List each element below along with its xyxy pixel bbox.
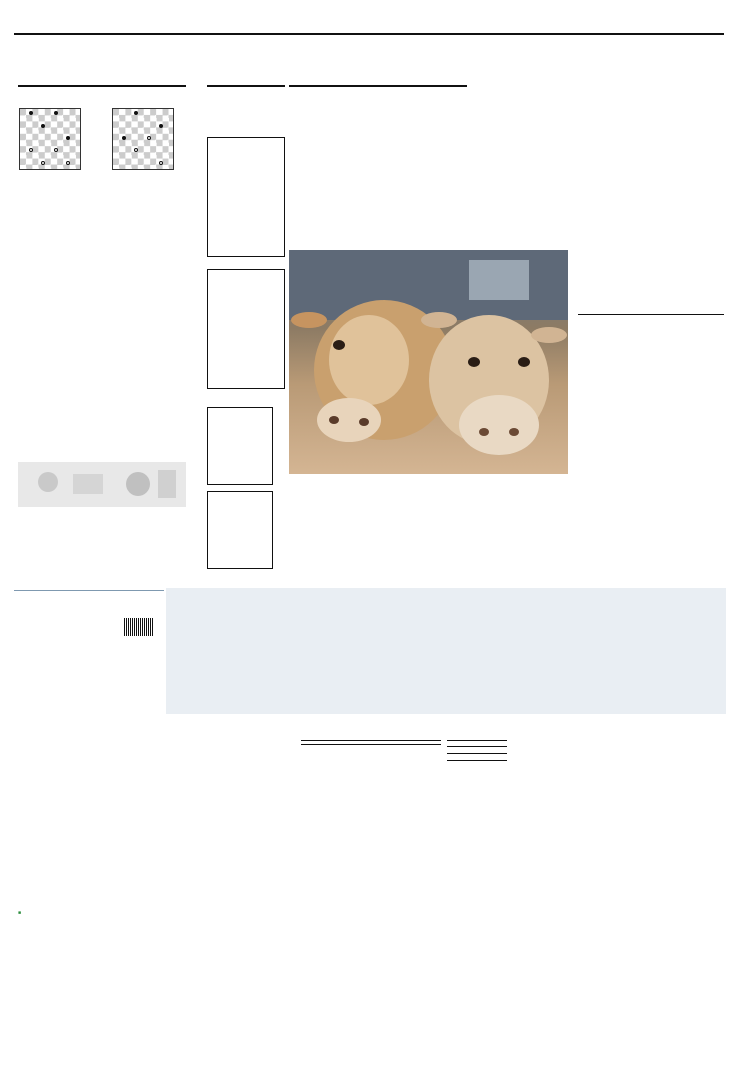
colophon-rule bbox=[14, 590, 164, 591]
market-movers bbox=[447, 740, 507, 762]
sudoku-title bbox=[207, 85, 285, 89]
spreuk-rule bbox=[578, 314, 724, 315]
dammen-title bbox=[18, 85, 186, 89]
dam-board-910 bbox=[112, 108, 174, 170]
sudoku-intro bbox=[207, 101, 285, 125]
dammen-text-col2 bbox=[104, 210, 186, 452]
crossword-column-numbers bbox=[480, 102, 722, 110]
colophon-info bbox=[18, 605, 118, 607]
aex-table bbox=[301, 740, 441, 746]
dam-board-909 bbox=[19, 108, 81, 170]
page-header bbox=[14, 21, 724, 35]
doorloper-title bbox=[289, 85, 467, 89]
dammen-text-col1 bbox=[19, 228, 101, 452]
barcode-icon bbox=[124, 618, 154, 636]
erdee-media-logo: ■ bbox=[18, 910, 22, 916]
sudoku-solution-2 bbox=[207, 491, 273, 569]
crossword-grid[interactable] bbox=[480, 112, 722, 224]
sudoku-grid-easy bbox=[207, 137, 285, 257]
market-ticker bbox=[166, 588, 726, 714]
sudoku-solution-1 bbox=[207, 407, 273, 485]
kitsquiz-image bbox=[18, 462, 186, 507]
crossword-solution-boxes[interactable] bbox=[480, 232, 722, 240]
colophon-body bbox=[18, 660, 164, 875]
beurs-article bbox=[175, 770, 293, 1065]
sudoku-grid-hard bbox=[207, 269, 285, 389]
cows-photo bbox=[289, 250, 568, 474]
colophon-footer bbox=[18, 925, 164, 1025]
spreuk-quotes bbox=[578, 352, 726, 358]
